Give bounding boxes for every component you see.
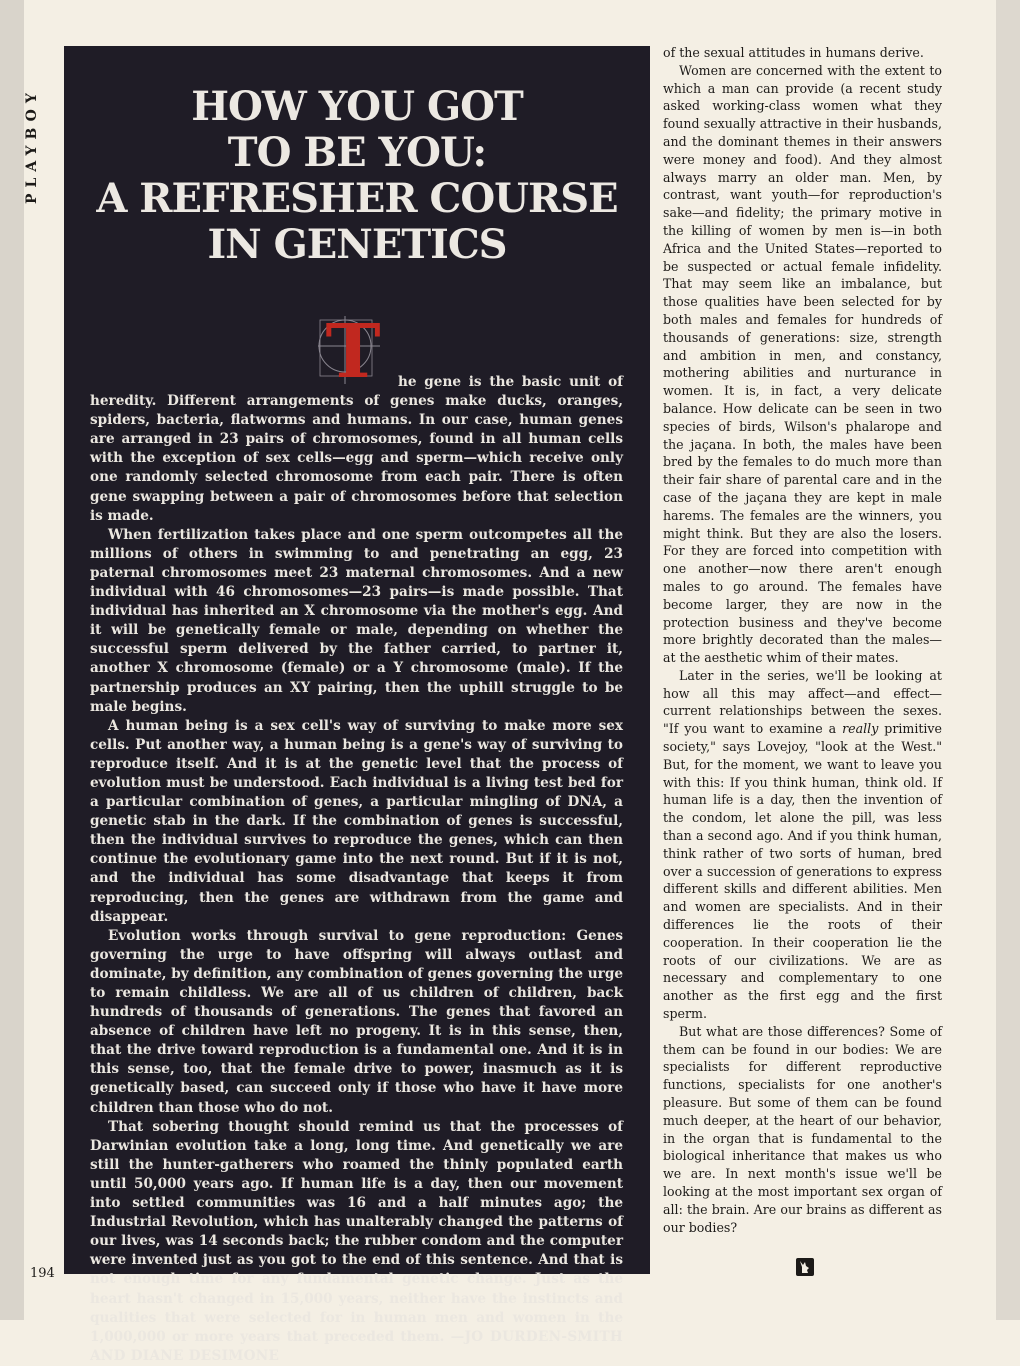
right-paragraph-3: But what are those differences? Some of them can be found in our bodies: We are specialists for different reproductive functions, specialists for one another's pleasure. But some of them can be found much deeper, at the heart of our behavior, in the organ that is fundamental to the biological inheritance that makes us who we are. In next month's issue we'll be looking at the most important sex organ of all: the brain. Are our brains as different as our bodies? <box>663 1023 942 1235</box>
right-paragraph-2-b: primitive society," says Lovejoy, "look at the West." But, for the moment, we want to leave you with this: If you think human, think old. If human life is a day, then the invention of the condom, let alone the pill, was less than a second ago. And if you think human, think rather of two sorts of human, bred over a succession of generations to express different skills and different abilities. Men and women are specialists. And in their differences lie the roots of their cooperation. In their cooperation lie the roots of our civilizations. We are as necessary and complementary to one another as the first egg and the first sperm. <box>663 721 942 1022</box>
running-head: PLAYBOY <box>24 87 40 204</box>
right-column <box>663 44 942 1236</box>
right-paragraph-0: of the sexual attitudes in humans derive. <box>663 45 924 60</box>
right-page-edge <box>996 0 1020 1320</box>
article-paragraph-4: Evolution works through survival to gene reproduction: Genes governing the urge to have offspring will always outlast and dominate, by definition, any combination of genes governing the urge to remain childless. We are all of us children of children, back hundreds of thousands of generations. The genes that favored an absence of children have left no progeny. It is in this sense, then, that the drive toward reproduction is a fundamental one. And it is in this sense, too, that the female drive to power, inasmuch as it is genetically based, can succeed only if those who have it have more children than those who do not. <box>90 927 623 1116</box>
author-byline: —JO DURDEN-SMITH AND DIANE DESIMONE <box>90 1328 623 1364</box>
article-paragraph-5 <box>90 1118 623 1366</box>
headline-line-3: A REFRESHER COURSE <box>96 175 618 222</box>
headline-line-4: IN GENETICS <box>207 221 507 268</box>
headline-line-2: TO BE YOU: <box>227 129 487 176</box>
right-paragraph-2 <box>663 667 942 1023</box>
article-body <box>90 373 623 1366</box>
right-paragraph-2-emphasis: really <box>842 721 879 737</box>
page-number: 194 <box>30 1266 55 1281</box>
article-paragraph-2: When fertilization takes place and one sperm outcompetes all the millions of others in swimming to and penetrating an egg, 23 paternal chromosomes meet 23 maternal chromosomes. And a new individual with 46 chromosomes—23 pairs—is made possible. That individual has inherited an X chromosome via the mother's egg. And it will be genetically female or male, depending on whether the successful sperm delivered by the father carried, to partner it, another X chromosome (female) or a Y chromosome (male). If the partnership produces an XY pairing, then the uphill struggle to be male begins. <box>90 526 623 715</box>
right-paragraph-1: Women are concerned with the extent to which a man can provide (a recent study asked working-class women what they found sexually attractive in their husbands, and the dominant themes in their answers were money and food). And they almost always marry an older man. Men, by contrast, want youth—for reproduction's sake—and fidelity; the primary motive in the killing of women by men is—in both Africa and the United States—reported to be suspected or actual female infidelity. That may seem like an imbalance, but those qualities have been selected for by both males and females for hundreds of thousands of generations: size, strength and ambition in men, and constancy, mothering abilities and nurturance in women. It is, in fact, a very delicate balance. How delicate can be seen in two species of birds, Wilson's phalarope and the jaçana. In both, the males have been bred by the females to do much more than their fair share of parental care and in the case of the jaçana they are kept in male harems. The females are the winners, you might think. But they are also the losers. For they are forced into competition with one another—now there aren't enough males to go around. The females have become larger, they are now in the protection business and they've become more brightly decorated than the males—at the aesthetic whim of their mates. <box>663 62 942 666</box>
headline-line-1: HOW YOU GOT <box>191 83 523 130</box>
article-paragraph-1: he gene is the basic unit of heredity. Different arrangements of genes make ducks, oranges, spiders, bacteria, flatworms and humans. In our case, human genes are arranged in 23 pairs of chromosomes, found in all human cells with the exception of sex cells—egg and sperm—which receive only one randomly selected chromosome from each pair. There is often gene swapping between a pair of chromosomes before that selection is made. <box>90 374 623 524</box>
rabbit-head-icon <box>796 1258 814 1276</box>
drop-cap-letter: T <box>325 309 381 395</box>
left-page-edge <box>0 0 24 1320</box>
article-paragraph-5-text: That sobering thought should remind us that the processes of Darwinian evolution take a long, long time. And genetically we are still the hunter-gatherers who roamed the thinly populated earth until 50,000 years ago. If human life is a day, then our movement into settled communities was 16 and a half minutes ago; the Industrial Revolution, which has unalterably changed the patterns of our lives, was 14 seconds back; the rubber condom and the computer were invented just as you got to the end of this sentence. And that is not enough time for any fundamental genetic change. Just as the heart hasn't changed in 15,000 years, neither have the instincts and qualities that were selected for in human men and women in the 1,000,000 or more years that preceded them. <box>90 1118 623 1345</box>
right-paragraph-2-a: Later in the series, we'll be looking at how all this may affect—and effect—current relationships between the sexes. "If you want to examine a <box>663 667 942 737</box>
headline <box>64 84 650 268</box>
article-paragraph-3: A human being is a sex cell's way of surviving to make more sex cells. Put another way, a human being is a gene's way of surviving to reproduce itself. And it is at the genetic level that the process of evolution must be understood. Each individual is a living test bed for a particular combination of genes, a particular mingling of DNA, a genetic stab in the dark. If the combination of genes is successful, then the individual survives to reproduce the genes, which can then continue the evolutionary game into the next round. But if it is not, and the individual has some disadvantage that keeps it from reproducing, then the genes are withdrawn from the game and disappear. <box>90 717 623 925</box>
